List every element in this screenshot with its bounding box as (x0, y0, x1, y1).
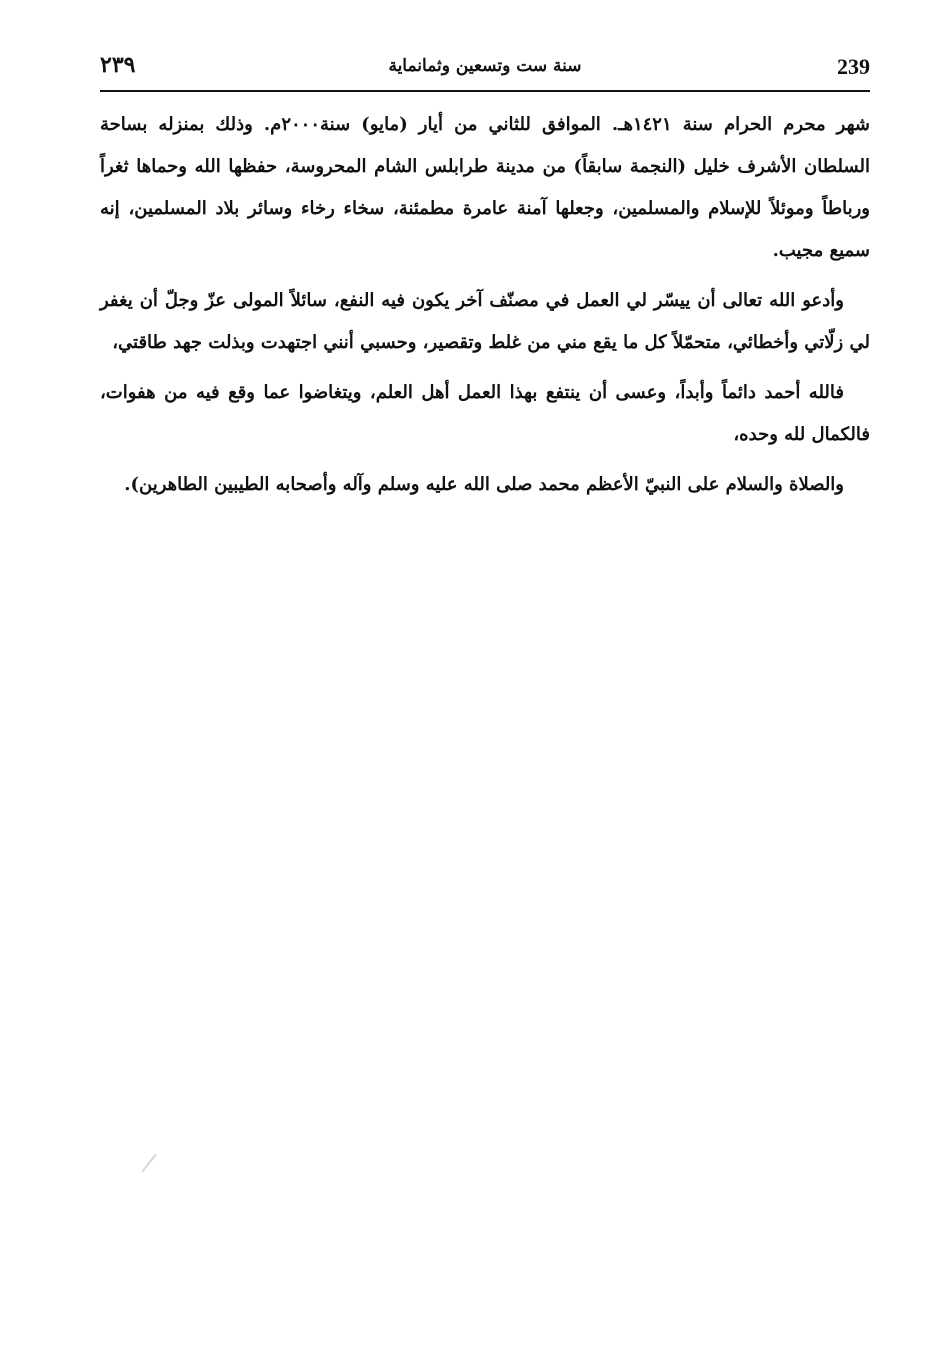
page-number-latin: 239 (837, 54, 870, 79)
scan-speck (141, 1154, 156, 1173)
paragraph-4: والصلاة والسلام على النبيّ الأعظم محمد صلى الله عليه وسلم وآله وأصحابه الطيبين الطاهرين). (124, 474, 844, 495)
running-head (100, 52, 870, 88)
page-number-arabic: ٢٣٩ (100, 52, 136, 78)
header-rule (100, 90, 870, 92)
paragraph-1: شهر محرم الحرام سنة ١٤٢١هـ. الموافق للثاني من أيار (مايو) سنة٢٠٠٠م. وذلك بمنزله بساحة السلطان الأشرف خليل (النجمة سابقاً) من مدينة طرابلس الشام المحروسة، حفظها الله وحماها ثغراً ورباطاً وموئلاً للإسلام والمسلمين، وجعلها آمنة عامرة مطمئنة، سخاء رخاء وسائر بلاد المسلمين، إنه سميع مجيب. (100, 114, 870, 261)
body-text (100, 104, 870, 514)
paragraph-3: فالله أحمد دائماً وأبداً، وعسى أن ينتفع بهذا العمل أهل العلم، ويتغاضوا عما وقع فيه من هفوات، فالكمال لله وحده، (100, 382, 870, 445)
paragraph-2: وأدعو الله تعالى أن ييسّر لي العمل في مصنّف آخر يكون فيه النفع، سائلاً المولى عزّ وجلّ أن يغفر لي زلّاتي وأخطائي، متحمّلاً كل ما يقع مني من غلط وتقصير، وحسبي أنني اجتهدت وبذلت جهد طاقتي، (100, 290, 870, 353)
running-head-title: سنة ست وتسعين وثمانماية (388, 56, 582, 76)
